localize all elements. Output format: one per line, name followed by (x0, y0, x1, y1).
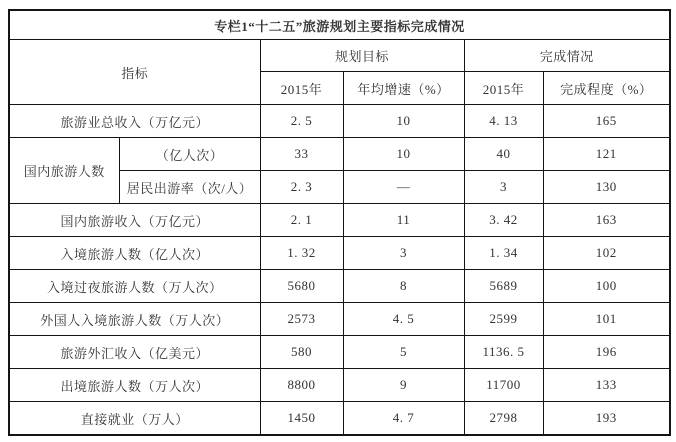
value-cell: 4. 5 (343, 303, 464, 336)
value-cell: 1136. 5 (464, 336, 543, 369)
value-cell: 4. 7 (343, 402, 464, 436)
table-row (9, 204, 670, 237)
table-title-row (9, 10, 670, 40)
header-indicator: 指标 (9, 40, 260, 105)
value-cell: 8800 (260, 369, 343, 402)
table-row (9, 336, 670, 369)
value-cell: 3 (464, 171, 543, 204)
value-cell: 130 (543, 171, 670, 204)
indicator-cell: 入境过夜旅游人数（万人次） (9, 270, 260, 303)
header-row-groups (9, 40, 670, 72)
value-cell: 8 (343, 270, 464, 303)
value-cell: 101 (543, 303, 670, 336)
value-cell: 2798 (464, 402, 543, 436)
value-cell: 3. 42 (464, 204, 543, 237)
value-cell: 10 (343, 105, 464, 138)
indicator-cell: 出境旅游人数（万人次） (9, 369, 260, 402)
value-cell: 11 (343, 204, 464, 237)
value-cell: 165 (543, 105, 670, 138)
value-cell: 2. 5 (260, 105, 343, 138)
value-cell: 5689 (464, 270, 543, 303)
header-done-group: 完成情况 (464, 40, 670, 72)
indicator-cell: 国内旅游收入（万亿元） (9, 204, 260, 237)
value-cell: 121 (543, 138, 670, 171)
value-cell: 100 (543, 270, 670, 303)
header-plan-2015: 2015年 (260, 72, 343, 105)
value-cell: 196 (543, 336, 670, 369)
header-plan-group: 规划目标 (260, 40, 464, 72)
table-row (9, 303, 670, 336)
table-row (9, 369, 670, 402)
value-cell: 580 (260, 336, 343, 369)
value-cell: 1450 (260, 402, 343, 436)
table-title: 专栏1“十二五”旅游规划主要指标完成情况 (9, 10, 670, 40)
value-cell: 5 (343, 336, 464, 369)
indicator-cell: 入境旅游人数（亿人次） (9, 237, 260, 270)
value-cell: 2. 3 (260, 171, 343, 204)
value-cell: 163 (543, 204, 670, 237)
indicator-cell: 外国人入境旅游人数（万人次） (9, 303, 260, 336)
value-cell: 133 (543, 369, 670, 402)
value-cell: 4. 13 (464, 105, 543, 138)
indicator-sub-cell: （亿人次） (119, 138, 260, 171)
value-cell: 40 (464, 138, 543, 171)
value-cell: 102 (543, 237, 670, 270)
value-cell: 193 (543, 402, 670, 436)
indicator-cell: 旅游业总收入（万亿元） (9, 105, 260, 138)
table-row (9, 105, 670, 138)
value-cell: 3 (343, 237, 464, 270)
indicator-cell: 旅游外汇收入（亿美元） (9, 336, 260, 369)
header-done-2015: 2015年 (464, 72, 543, 105)
table-row (9, 402, 670, 436)
indicator-group-cell: 国内旅游人数 (9, 138, 119, 204)
value-cell: — (343, 171, 464, 204)
indicator-cell: 直接就业（万人） (9, 402, 260, 436)
value-cell: 2. 1 (260, 204, 343, 237)
header-done-degree: 完成程度（%） (543, 72, 670, 105)
table-row (9, 138, 670, 171)
value-cell: 2599 (464, 303, 543, 336)
value-cell: 10 (343, 138, 464, 171)
value-cell: 2573 (260, 303, 343, 336)
value-cell: 9 (343, 369, 464, 402)
value-cell: 5680 (260, 270, 343, 303)
value-cell: 1. 32 (260, 237, 343, 270)
value-cell: 33 (260, 138, 343, 171)
indicator-sub-cell: 居民出游率（次/人） (119, 171, 260, 204)
value-cell: 11700 (464, 369, 543, 402)
table-row (9, 237, 670, 270)
table-row (9, 270, 670, 303)
indicator-table (8, 9, 671, 436)
value-cell: 1. 34 (464, 237, 543, 270)
header-plan-growth: 年均增速（%） (343, 72, 464, 105)
